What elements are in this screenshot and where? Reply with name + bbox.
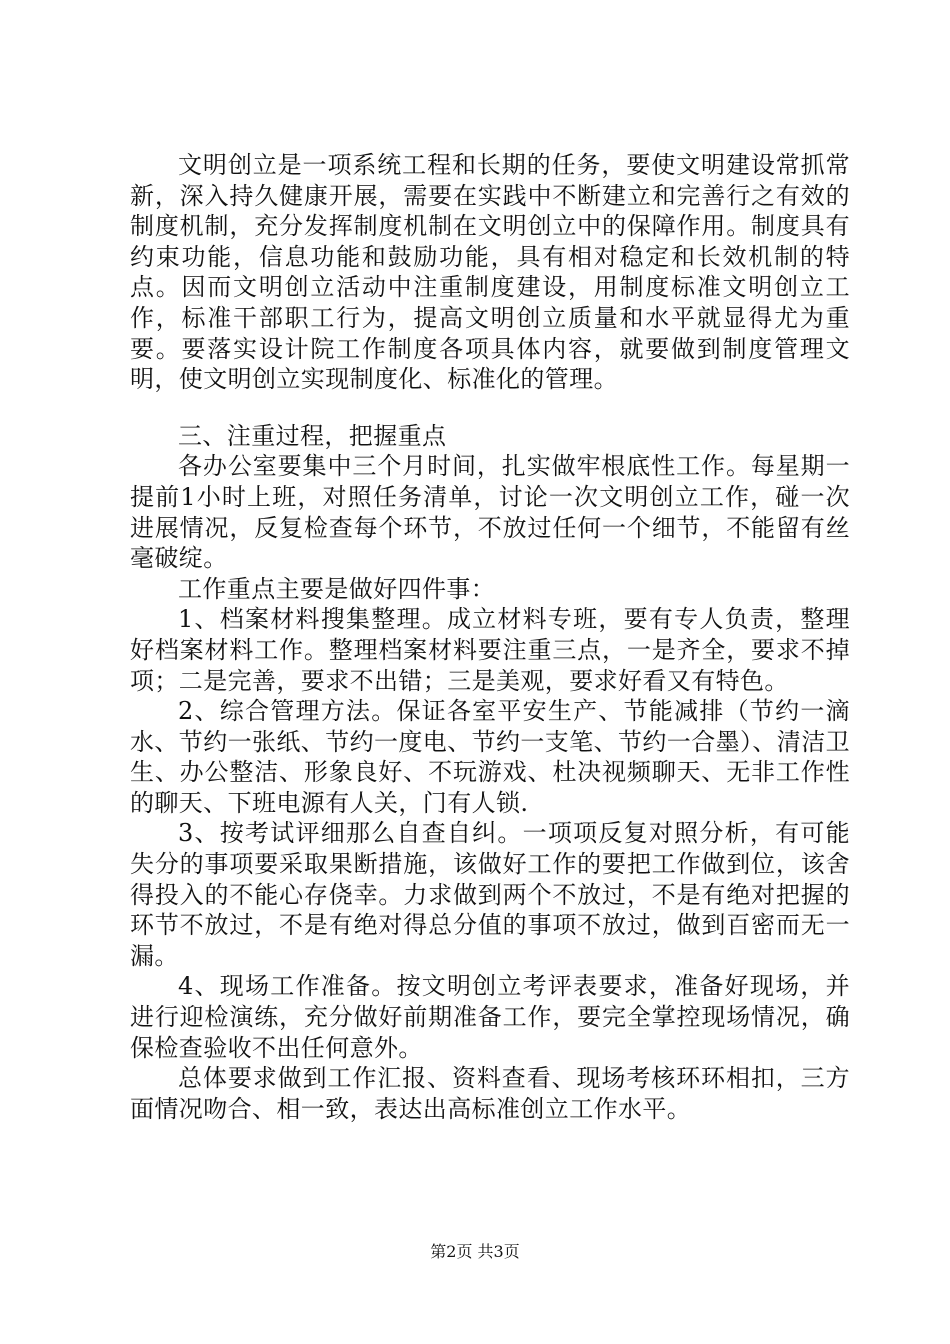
paragraph-task-management: 2、综合管理方法。保证各室平安生产、节能减排（节约一滴水、节约一张纸、节约一度电、节约一支笔、节约一合墨）、清洁卫生、办公整洁、形象良好、不玩游戏、杜决视频聊天、无非工作性的聊天、下班电源有人关，门有人锁. xyxy=(130,697,850,817)
document-body xyxy=(130,150,850,1124)
paragraph-gap xyxy=(130,395,850,421)
paragraph-task-archives: 1、档案材料搜集整理。成立材料专班，要有专人负责，整理好档案材料工作。整理档案材料要注重三点，一是齐全，要求不掉项；二是完善，要求不出错；三是美观，要求好看又有特色。 xyxy=(130,605,850,695)
page-footer: 第2页 共3页 xyxy=(430,1242,520,1261)
paragraph-three-months: 各办公室要集中三个月时间，扎实做牢根底性工作。每星期一提前1小时上班，对照任务清单，讨论一次文明创立工作，碰一次进展情况，反复检查每个环节，不放过任何一个细节，不能留有丝毫破绽。 xyxy=(130,452,850,573)
paragraph-task-self-check: 3、按考试评细那么自查自纠。一项项反复对照分析，有可能失分的事项要采取果断措施，该做好工作的要把工作做到位，该舍得投入的不能心存侥幸。力求做到两个不放过，不是有绝对把握的环节不放过，不是有绝对得总分值的事项不放过，做到百密而无一漏。 xyxy=(130,819,850,970)
paragraph-task-site-prep: 4、现场工作准备。按文明创立考评表要求，准备好现场，并进行迎检演练，充分做好前期准备工作，要完全掌控现场情况，确保检查验收不出任何意外。 xyxy=(130,972,850,1062)
paragraph-overall-requirement: 总体要求做到工作汇报、资料查看、现场考核环环相扣，三方面情况吻合、相一致，表达出高标准创立工作水平。 xyxy=(130,1064,850,1123)
paragraph-system-building: 文明创立是一项系统工程和长期的任务，要使文明建设常抓常新，深入持久健康开展，需要在实践中不断建立和完善行之有效的制度机制，充分发挥制度机制在文明创立中的保障作用。制度具有约束功能，信息功能和鼓励功能，具有相对稳定和长效机制的特点。因而文明创立活动中注重制度建设，用制度标准文明创立工作，标准干部职工行为，提高文明创立质量和水平就显得尤为重要。要落实设计院工作制度各项具体内容，就要做到制度管理文明，使文明创立实现制度化、标准化的管理。 xyxy=(130,151,850,394)
section-heading: 三、注重过程，把握重点 xyxy=(178,421,447,450)
paragraph-four-tasks-intro: 工作重点主要是做好四件事： xyxy=(178,574,496,603)
